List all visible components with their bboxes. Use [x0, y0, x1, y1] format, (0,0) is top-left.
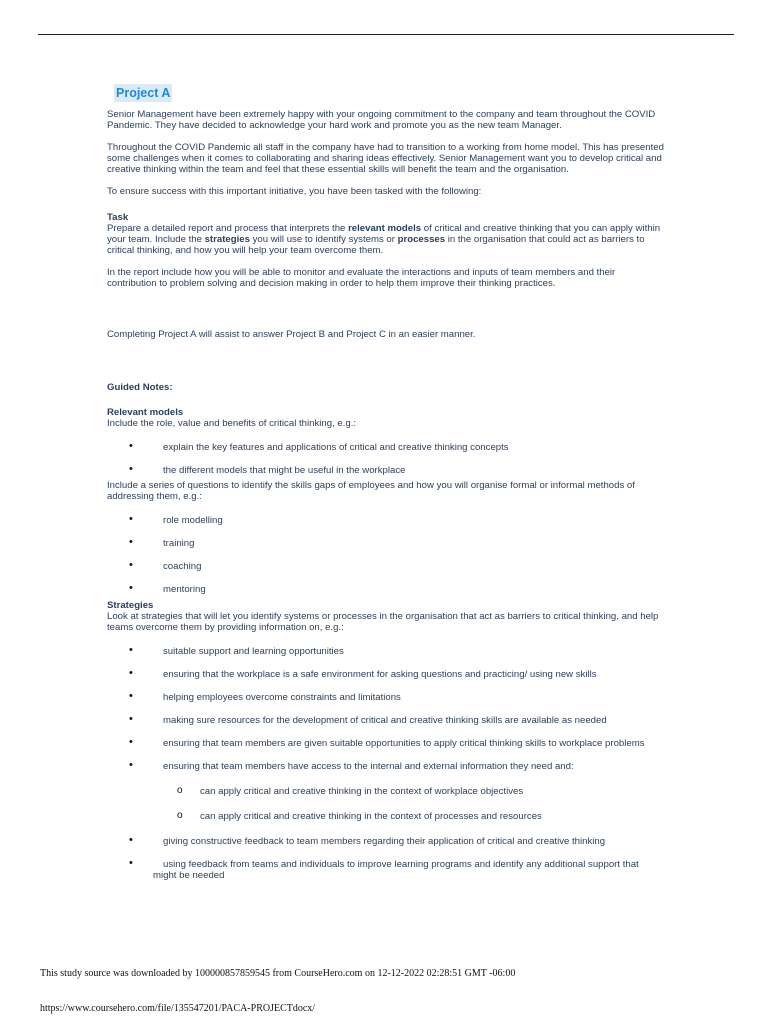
sub-list-item: o can apply critical and creative thinking in the context of processes and resources: [107, 811, 667, 822]
list-item: • the different models that might be useful in the workplace: [107, 465, 667, 476]
list-item: • giving constructive feedback to team members regarding their application of critical and creative thinking: [107, 836, 667, 847]
task-paragraph-1: Prepare a detailed report and process that interprets the relevant models of critical and creative thinking that you can apply within your team. Include the strategies you will use to identify systems or processes in the organisation that could act as barriers to critical thinking, and how you will help your team overcome them.: [107, 223, 661, 256]
list-item: • making sure resources for the development of critical and creative thinking skills are available as needed: [107, 715, 667, 726]
list-item: • mentoring: [107, 584, 667, 595]
list-item: • ensuring that team members have access to the internal and external information they need and:: [107, 761, 667, 772]
intro-paragraph-3: To ensure success with this important initiative, you have been tasked with the following:: [107, 186, 482, 197]
list-item: • using feedback from teams and individuals to improve learning programs and identify any additional support that might be needed: [107, 859, 667, 881]
guided-notes-heading: Guided Notes:: [107, 382, 173, 393]
strategies-intro: Look at strategies that will let you identify systems or processes in the organisation that act as barriers to critical thinking, and help teams overcome them by providing information on, e.g.:: [107, 611, 659, 633]
list-item: • training: [107, 538, 667, 549]
list-item: • role modelling: [107, 515, 667, 526]
strategies-heading: Strategies: [107, 600, 154, 611]
task-paragraph-2: In the report include how you will be able to monitor and evaluate the interactions and inputs of team members and their contribution to problem solving and decision making in order to help them improve their thinking practices.: [107, 267, 616, 289]
page-title: Project A: [116, 86, 171, 100]
skills-gaps-intro: Include a series of questions to identify the skills gaps of employees and how you will organise formal or informal methods of addressing them, e.g.:: [107, 480, 635, 502]
relevant-models-heading: Relevant models: [107, 407, 184, 418]
strategies-list: [107, 646, 667, 881]
list-item: • ensuring that the workplace is a safe environment for asking questions and practicing/ using new skills: [107, 669, 667, 680]
list-item: • ensuring that team members are given suitable opportunities to apply critical thinking skills to workplace problems: [107, 738, 667, 749]
relevant-models-intro: Include the role, value and benefits of critical thinking, e.g.:: [107, 418, 357, 429]
source-url: https://www.coursehero.com/file/135547201/PACA-PROJECTdocx/: [40, 1003, 316, 1014]
task-heading: Task: [107, 212, 129, 223]
intro-paragraph-2: Throughout the COVID Pandemic all staff in the company have had to transition to a working from home model. This has presented some challenges when it comes to collaborating and sharing ideas effectively. Senior Management want you to develop critical and creative thinking within the team and feel that these essential skills will benefit the team and the organisation.: [107, 142, 664, 175]
download-notice: This study source was downloaded by 100000857859545 from CourseHero.com on 12-12-2022 02:28:51 GMT -06:00: [40, 968, 516, 979]
list-item: • explain the key features and applications of critical and creative thinking concepts: [107, 442, 667, 453]
sub-list-item: o can apply critical and creative thinking in the context of workplace objectives: [107, 786, 667, 797]
top-rule: [38, 34, 734, 35]
task-paragraph-3: Completing Project A will assist to answer Project B and Project C in an easier manner.: [107, 329, 476, 340]
list-item: • suitable support and learning opportunities: [107, 646, 667, 657]
document-body: [107, 84, 667, 881]
intro-paragraph-1: Senior Management have been extremely happy with your ongoing commitment to the company and team throughout the COVID Pandemic. They have decided to acknowledge your hard work and promote you as the new team Manager.: [107, 109, 656, 131]
list-item: • helping employees overcome constraints and limitations: [107, 692, 667, 703]
list-item: • coaching: [107, 561, 667, 572]
relevant-models-list: [107, 442, 667, 476]
skills-gaps-list: [107, 515, 667, 595]
